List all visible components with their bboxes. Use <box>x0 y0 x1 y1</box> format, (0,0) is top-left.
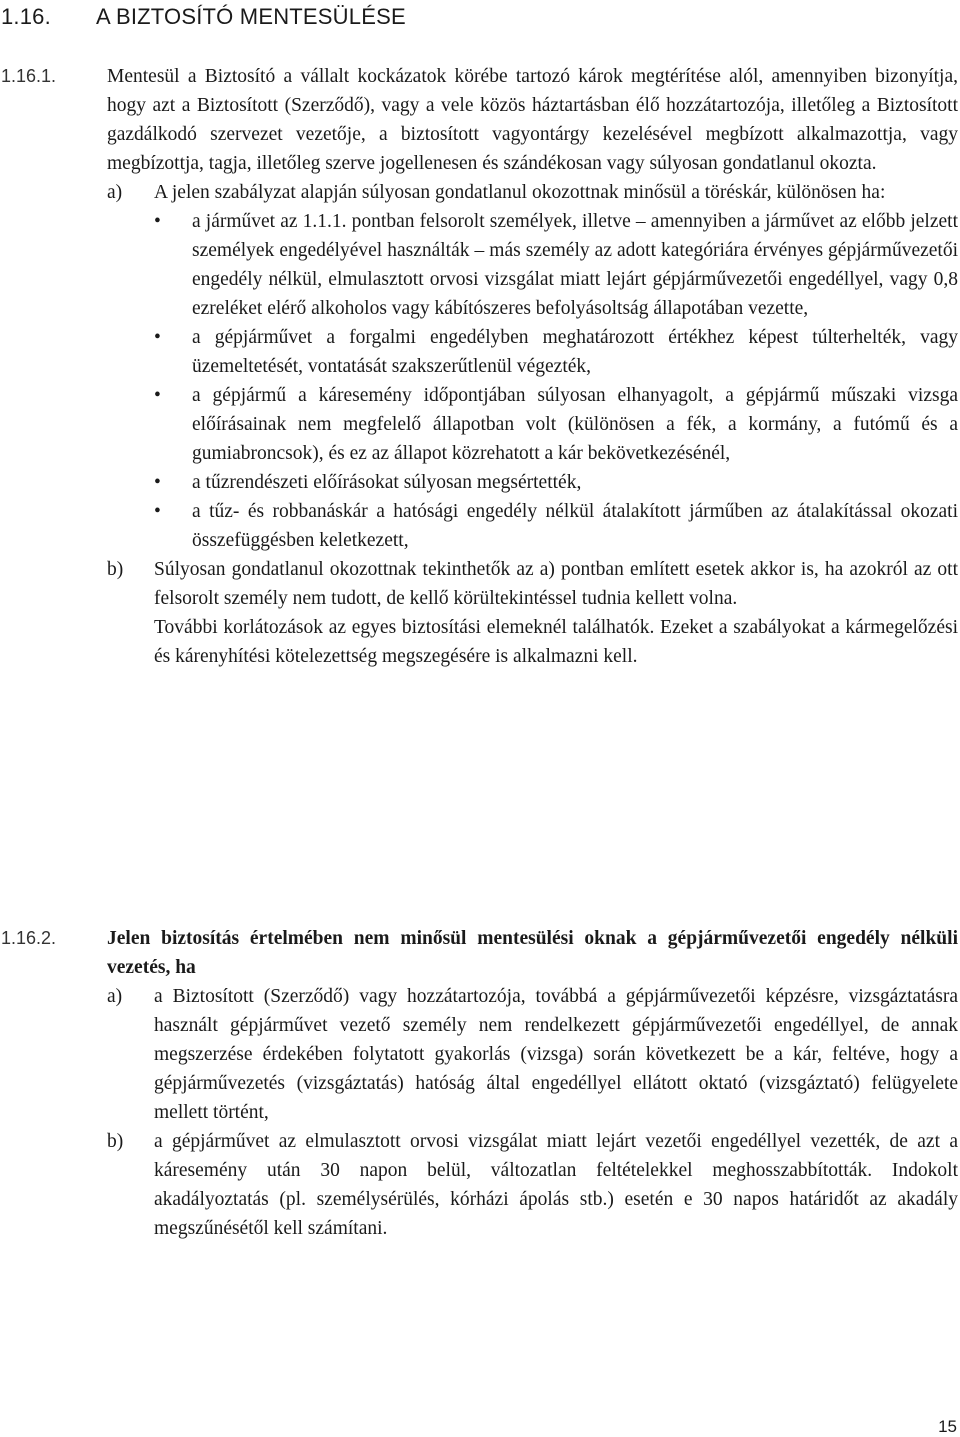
bullet-item <box>154 323 958 381</box>
bullet-list <box>154 207 958 555</box>
bullet-text: a tűzrendészeti előírásokat súlyosan megsértették, <box>192 472 582 493</box>
bullet-icon: • <box>154 501 161 522</box>
clause-body <box>107 924 958 1243</box>
clause-number: 1.16.1. <box>1 66 57 86</box>
list-item-a <box>107 982 958 1127</box>
clause-items <box>107 178 958 671</box>
bullet-icon: • <box>154 472 161 493</box>
bullet-text: a gépjárművet a forgalmi engedélyben meghatározott értékhez képest túlterhelték, vagy üzemeltetését, vontatását szakszerűtlenül végezték, <box>192 327 958 377</box>
list-item-b <box>107 1127 958 1243</box>
bullet-text: a tűz- és robbanáskár a hatósági engedély nélkül átalakított járműben az átalakítással okozati összefüggésben keletkezett, <box>192 501 958 551</box>
clause-number: 1.16.2. <box>1 928 57 948</box>
item-label: a) <box>107 182 123 203</box>
section-number: 1.16. <box>1 4 51 29</box>
item-text: A jelen szabályzat alapján súlyosan gondatlanul okozottnak minősül a töréskár, különösen ha: <box>154 182 886 203</box>
page-number: 15 <box>938 1417 957 1436</box>
clause-1-16-2 <box>0 924 960 1243</box>
item-text: Súlyosan gondatlanul okozottnak tekinthetők az a) pontban említett esetek akkor is, ha azokról az ott felsorolt személy nem tudott, de kellő körültekintéssel tudnia kellett volna. <box>154 559 958 609</box>
bullet-icon: • <box>154 211 161 232</box>
bullet-item <box>154 468 958 497</box>
item-text: a gépjárművet az elmulasztott orvosi vizsgálat miatt lejárt vezetői engedéllyel vezették, de azt a káresemény után 30 napon belül, változatlan feltételekkel meghosszabbították. Indokolt akadályoztatás (pl. személysérülés, kórházi ápolás stb.) esetén e 30 napos határidőt az akadály megszűnésétől kell számítani. <box>154 1131 958 1239</box>
bullet-item <box>154 207 958 323</box>
list-item-a <box>107 178 958 555</box>
item-label: b) <box>107 1131 124 1152</box>
clause-body <box>107 62 958 671</box>
section-title: A BIZTOSÍTÓ MENTESÜLÉSE <box>96 4 406 29</box>
bullet-text: a gépjármű a káresemény időpontjában súlyosan elhanyagolt, a gépjármű műszaki vizsga előírásainak nem megfelelő állapotban volt (különösen a fék, a kormány, a futómű és a gumiabroncsok), és ez az állapot közrehatott a kár bekövetkezésénél, <box>192 385 958 464</box>
bullet-text: a járművet az 1.1.1. pontban felsorolt személyek, illetve – amennyiben a járművet az előbb jelzett személyek engedélyével használták – más személy az adott kategóriára érvényes gépjárművezetői engedély nélkül, elmulasztott orvosi vizsgálat miatt lejárt gépjárművezetői engedéllyel, vagy 0,8 ezreléket elérő alkoholos vagy kábítószeres befolyásoltság állapotában vezette, <box>192 211 958 319</box>
clause-text: Jelen biztosítás értelmében nem minősül mentesülési oknak a gépjárművezetői engedély nélküli vezetés, ha <box>107 928 958 978</box>
clause-text: Mentesül a Biztosító a vállalt kockázatok körébe tartozó károk megtérítése alól, amennyiben bizonyítja, hogy azt a Biztosított (Szerződő), vagy a vele közös háztartásban élő hozzátartozója, illetőleg a Biztosított gazdálkodó szervezet vezetője, a biztosított vagyontárgy kezelésével megbízott alkalmazottja, vagy megbízottja, tagja, illetőleg szerve jogellenesen és szándékosan vagy súlyosan gondatlanul okozta. <box>107 66 958 174</box>
clause-1-16-1 <box>0 62 960 671</box>
bullet-item <box>154 497 958 555</box>
bullet-icon: • <box>154 385 161 406</box>
section-heading <box>1 4 406 30</box>
item-note: További korlátozások az egyes biztosítási elemeknél találhatók. Ezeket a szabályokat a kármegelőzési és kárenyhítési kötelezettség megszegésére is alkalmazni kell. <box>154 617 958 667</box>
item-label: a) <box>107 986 123 1007</box>
bullet-icon: • <box>154 327 161 348</box>
bullet-item <box>154 381 958 468</box>
clause-items <box>107 982 958 1243</box>
item-text: a Biztosított (Szerződő) vagy hozzátartozója, továbbá a gépjárművezetői képzésre, vizsgáztatásra használt gépjárművet vezető személy nem rendelkezett gépjárművezetői engedéllyel, de annak megszerzése érdekében folytatott gyakorlás (vizsga) során következett be a kár, feltéve, hogy a gépjárművezetés (vizsgáztatás) hatóság által engedéllyel ellátott oktató (vizsgáztató) felügyelete mellett történt, <box>154 986 958 1123</box>
item-label: b) <box>107 559 124 580</box>
list-item-b <box>107 555 958 671</box>
